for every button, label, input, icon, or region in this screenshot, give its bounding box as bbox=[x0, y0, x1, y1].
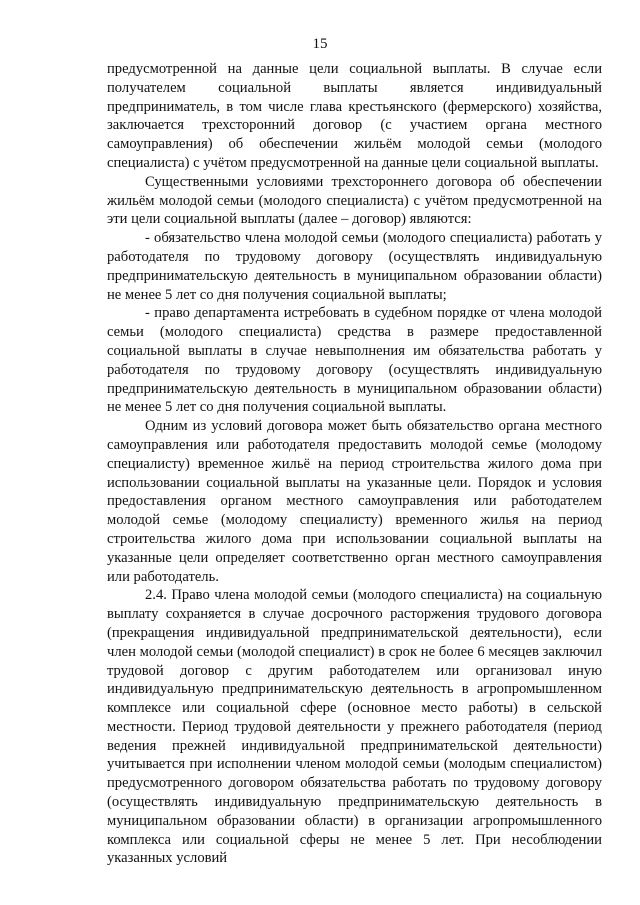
paragraph-2: Существенными условиями трехстороннего договора об обеспечении жильём молодой семьи (молодого специалиста) с учётом предусмотренной на эти цели социальной выплаты (далее – договор) являются: bbox=[107, 173, 602, 228]
paragraph-1: предусмотренной на данные цели социальной выплаты. В случае если получателем социальной выплаты является индивидуальный предприниматель, в том числе глава крестьянского (фермерского) хозяйства, заключается трехсторонний договор (с участием органа местного самоуправления) об обеспечении жильём молодой семьи (молодого специалиста) с учётом предусмотренной на данные цели социальной выплаты. bbox=[107, 61, 602, 171]
paragraph-5: Одним из условий договора может быть обязательство органа местного самоуправления или работодателя предоставить молодой семье (молодому специалисту) временное жильё на период строительства жилого дома при использовании социальной выплаты на указанные цели. Порядок и условия предоставления органом местного самоуправления или работодателем молодой семье (молодому специалисту) временного жилья на период строительства жилого дома при использовании социальной выплаты на указанные цели определяет соответственно орган местного самоуправления или работодатель. bbox=[107, 418, 602, 585]
paragraph-3-list-item: - обязательство члена молодой семьи (молодого специалиста) работать у работодателя по трудовому договору (осуществлять индивидуальную предпринимательскую деятельность в муниципальном образовании области) не менее 5 лет со дня получения социальной выплаты; bbox=[107, 230, 602, 303]
paragraph-4-list-item: - право департамента истребовать в судебном порядке от члена молодой семьи (молодого специалиста) средства в размере предоставленной социальной выплаты в случае невыполнения им обязательства работать у работодателя по трудовому договору (осуществлять индивидуальную предпринимательскую деятельность в муниципальном образовании области) не менее 5 лет со дня получения социальной выплаты. bbox=[107, 305, 602, 416]
page-number: 15 bbox=[312, 36, 328, 52]
document-body bbox=[107, 60, 602, 868]
paragraph-6-section-2-4: 2.4. Право члена молодой семьи (молодого специалиста) на социальную выплату сохраняется в случае досрочного расторжения трудового договора (прекращения индивидуальной предпринимательской деятельности), если член молодой семьи (молодой специалист) в срок не более 6 месяцев заключил трудовой договор с другим работодателем или организовал иную индивидуальную предпринимательскую деятельность в агропромышленном комплексе или социальной сфере (основное место работы) в сельской местности. Период трудовой деятельности у прежнего работодателя (период ведения прежней индивидуальной предпринимательской деятельности) учитывается при исполнении членом молодой семьи (молодым специалистом) предусмотренного договором обязательства работать по трудовому договору (осуществлять индивидуальную предпринимательскую деятельность в муниципальном образовании области) в организации агропромышленного комплекса или социальной сферы не менее 5 лет. При несоблюдении указанных условий bbox=[107, 587, 602, 867]
